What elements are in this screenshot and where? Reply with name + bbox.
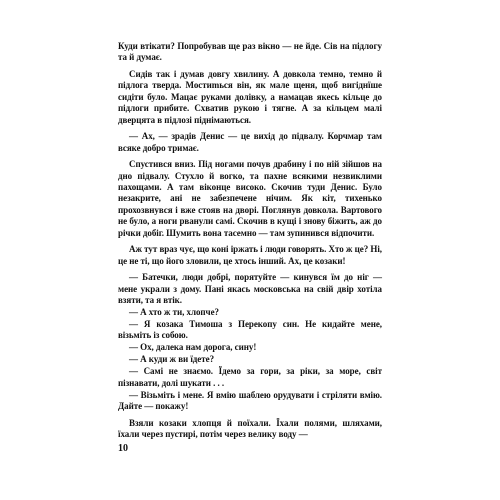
dialogue-line: — Я козака Тимоша з Перекопу син. Не кидайте мене, візьміть із собою. [118, 318, 382, 341]
page-number: 10 [118, 443, 128, 454]
dialogue-line: — Ох, далека нам дорога, сину! [129, 342, 257, 353]
dialogue-line: — А куди ж ви їдете? [129, 354, 215, 365]
paragraph: Аж тут враз чує, що коні іржать і люди говорять. Хто ж це? Ні, це не ті, що його зловили, це хтось інший. Ах, це козаки! [118, 244, 382, 266]
dialogue-line: — А хто ж ти, хлопче? [129, 307, 219, 318]
paragraph: Сидів так і думав довгу хвилину. А довкола темно, темно й підлога тверда. Мостиmься він, як мале щеня, щоб вигіднїше сидіти було. Мацає руками долівку, а намацав якесь кільце до підлоги прибите. Схватив рукою і тягне. А за кільцем малі дверцята в підлозі піднімаються. [118, 68, 382, 125]
paragraph: Куди втікати? Попробував ще раз вікно — не йде. Сів на підлогу та й думає. [118, 41, 382, 63]
dialogue-line: — Візьміть і мене. Я вмію шаблею орудувати і стріляти вмію. Дайте — покажу! [118, 389, 382, 412]
paragraph: Спустився вниз. Під ногами почув драбину і по ній зійшов на дно підвалу. Стухло й вогко, та пахне всякими незвиклими пахощами. А там віконце високо. Скочив туди Денис. Було незакрите, ані не забезпечене нічим. Як кіт, тихенько прохозвнувся і вже стояв на дворі. Поглянув довкола. Вартового не було, а ноги рванули самі. Скочив в кущі і знову біжить, аж до річки добіг. Шумить вона тасемно — там зупинився відпочити. [118, 159, 382, 238]
paragraph: — Ах, — зрадів Денис — це вихід до підвалу. Корчмар там всяке добро тримає. [118, 131, 382, 153]
dialogue-line: — Самі не знаємо. Їдемо за гори, за ріки, за море, світ пізнавати, долі шукати . . . [118, 366, 382, 388]
page-text [118, 41, 382, 446]
paragraph: Взяли козаки хлопця й поїхали. Їхали полями, шляхами, їхали через пустирі, потім через велику воду — [118, 417, 382, 440]
dialogue-line: — Батечки, люди добрі, порятуйте — кинувся їм до ніг — мене украли з дому. Пані якась московська на свій двір хотіла взяти, та я втік. [118, 272, 382, 306]
